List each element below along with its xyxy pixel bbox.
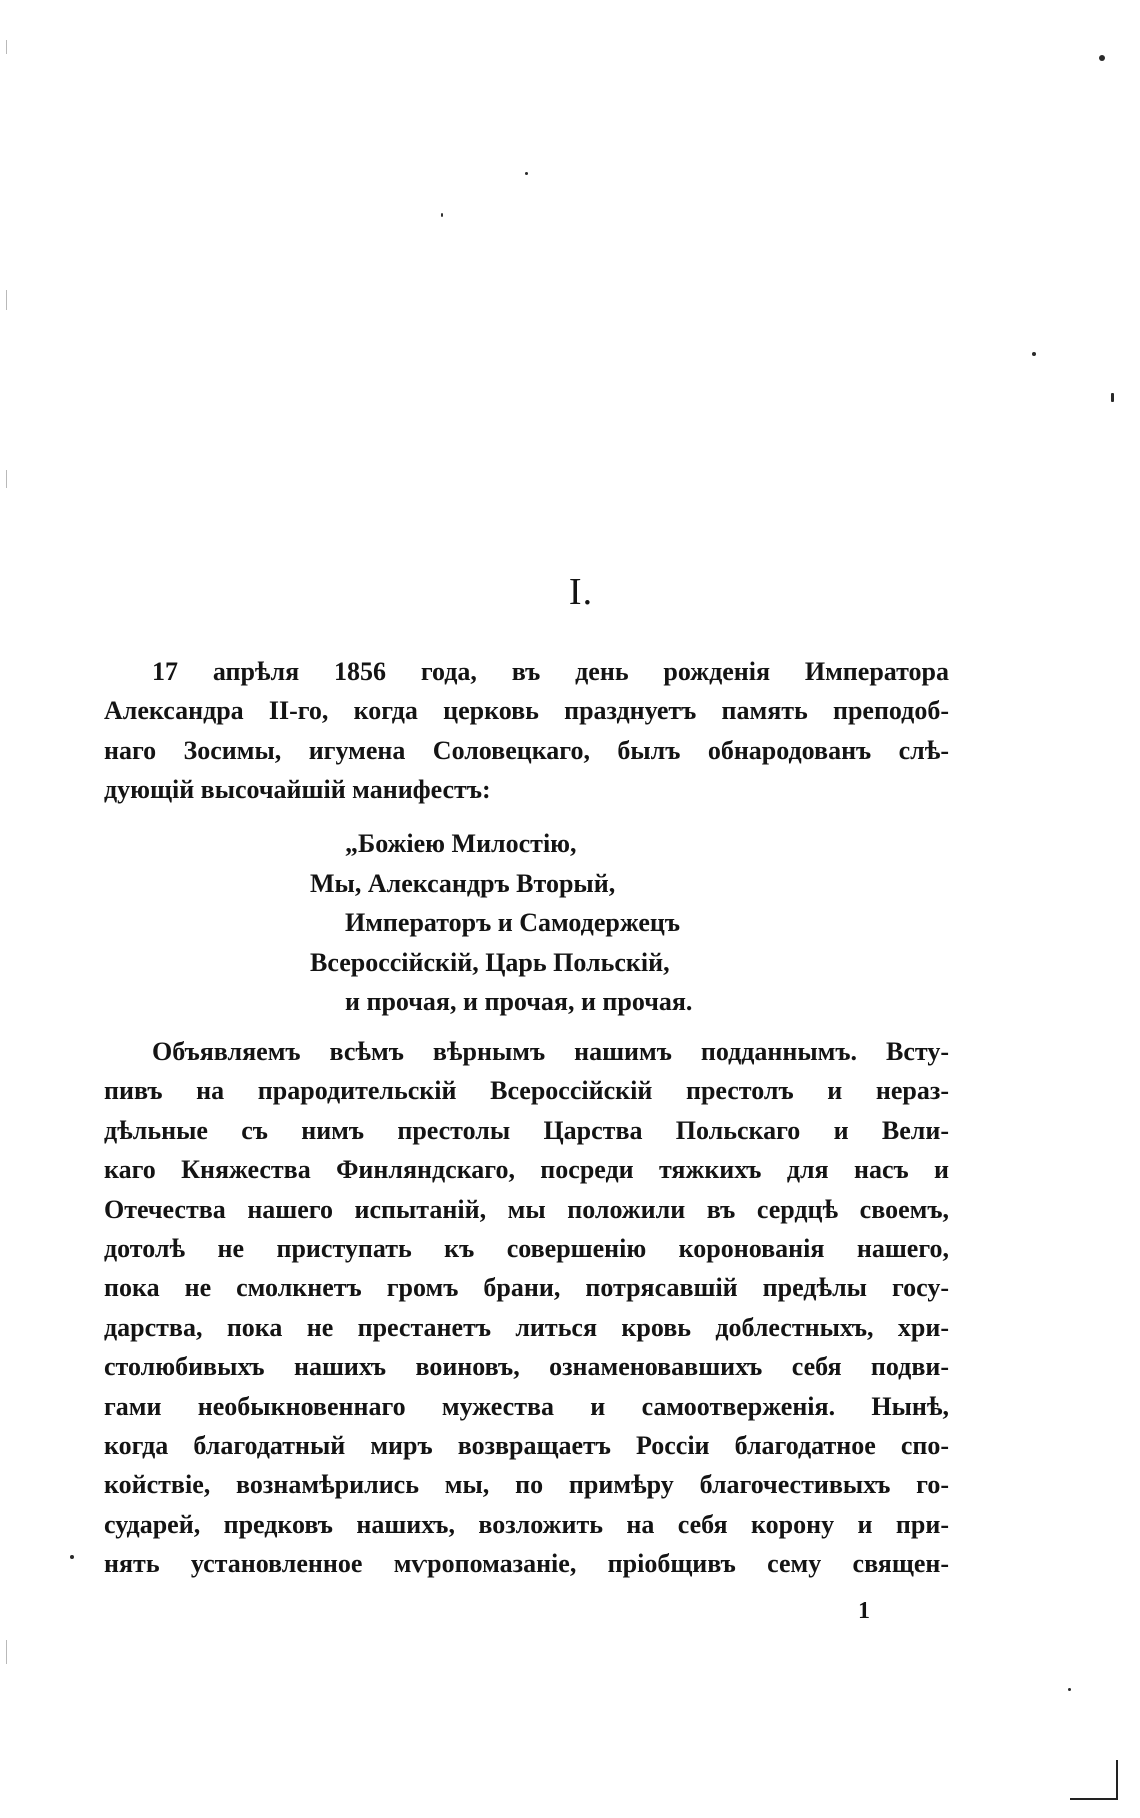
text-line: дующій высочайшій манифестъ: xyxy=(104,775,491,805)
scan-edge-mark xyxy=(6,40,7,54)
scan-speck xyxy=(525,172,528,175)
text-line: когда благодатный миръ возвращаетъ Россіи благодатное спо- xyxy=(104,1431,949,1461)
text-line: дотолѣ не приступать къ совершенію коронованія нашего, xyxy=(104,1234,949,1264)
text-line: столюбивыхъ нашихъ воиновъ, ознаменовавшихъ себя подви- xyxy=(104,1352,949,1382)
text-line: Объявляемъ всѣмъ вѣрнымъ нашимъ подданнымъ. Всту- xyxy=(152,1037,949,1066)
titulary-line: Всероссійскій, Царь Польскій, xyxy=(310,947,670,977)
text-line: дѣльные съ нимъ престолы Царства Польскаго и Вели- xyxy=(104,1115,949,1145)
text-line: наго Зосимы, игумена Соловецкаго, былъ обнародованъ слѣ- xyxy=(104,735,949,765)
titulary-line: и прочая, и прочая, и прочая. xyxy=(345,987,693,1017)
crop-mark xyxy=(1070,1760,1118,1800)
scan-speck xyxy=(441,213,443,217)
scan-edge-mark xyxy=(6,1640,7,1664)
text-line: сударей, предковъ нашихъ, возложить на себя корону и при- xyxy=(104,1509,949,1539)
intro-paragraph xyxy=(104,652,949,810)
text-line: дарства, пока не престанетъ литься кровь доблестныхъ, хри- xyxy=(104,1312,949,1342)
text-line: каго Княжества Финляндскаго, посреди тяжкихъ для насъ и xyxy=(104,1155,949,1185)
text-line: койствіе, вознамѣрились мы, по примѣру благочестивыхъ го- xyxy=(104,1470,949,1500)
scan-edge-mark xyxy=(6,290,7,310)
text-line: Александра II-го, когда церковь празднуетъ память преподоб- xyxy=(104,696,949,726)
text-line: 17 апрѣля 1856 года, въ день рожденія Императора xyxy=(152,657,949,686)
scan-speck xyxy=(1032,352,1036,356)
imperial-titulary xyxy=(0,824,1140,1022)
scan-speck xyxy=(70,1555,74,1559)
titulary-line: Мы, Александръ Вторый, xyxy=(310,868,616,898)
manifesto-paragraph xyxy=(104,1032,949,1584)
text-line: гами необыкновеннаго мужества и самоотверженія. Нынѣ, xyxy=(104,1391,949,1421)
text-line: пока не смолкнетъ громъ брани, потрясавшій предѣлы госу- xyxy=(104,1273,949,1303)
scan-edge-mark xyxy=(6,470,7,488)
page-number: 1 xyxy=(858,1598,870,1624)
text-line: Отечества нашего испытаній, мы положили въ сердцѣ своемъ, xyxy=(104,1194,949,1224)
scan-speck xyxy=(1068,1688,1071,1691)
text-line: нять установленное мѵропомазаніе, пріобщивъ сему священ- xyxy=(104,1549,949,1579)
text-line: пивъ на прародительскій Всероссійскій престолъ и нераз- xyxy=(104,1076,949,1106)
titulary-line: „Божіею Милостію, xyxy=(345,829,577,858)
scan-speck xyxy=(1111,393,1114,402)
chapter-numeral: I. xyxy=(568,571,594,613)
scan-speck xyxy=(1099,55,1105,61)
titulary-line: Императоръ и Самодержецъ xyxy=(345,908,681,938)
